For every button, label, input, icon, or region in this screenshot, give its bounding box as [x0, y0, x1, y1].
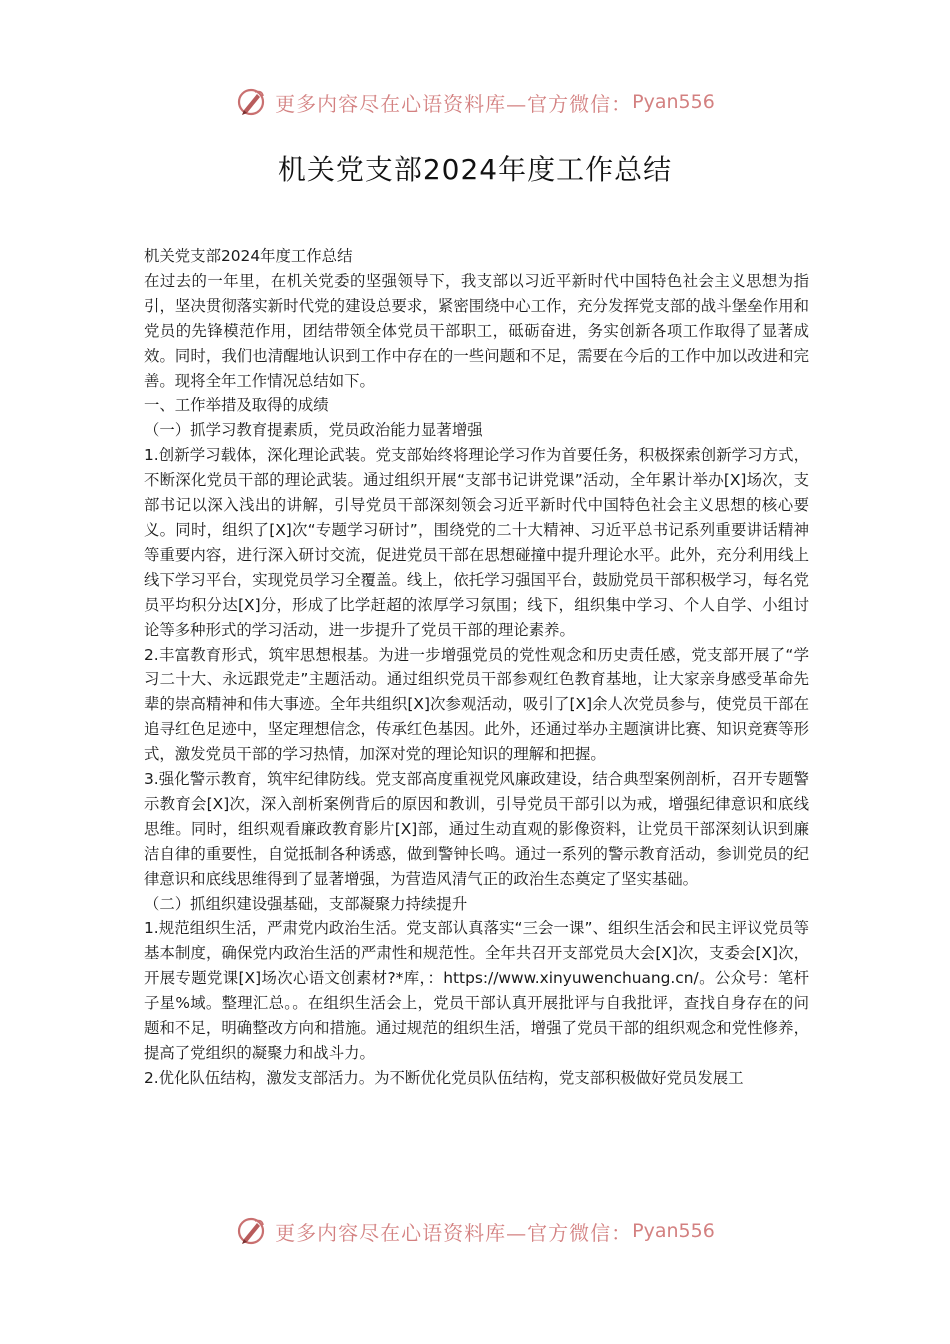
doc-subtitle: 机关党支部2024年度工作总结: [144, 247, 353, 265]
page-title: 机关党支部2024年度工作总结: [277, 153, 673, 186]
document-body: [144, 244, 809, 1091]
paragraph: 1.创新学习载体，深化理论武装。党支部始终将理论学习作为首要任务，积极探索创新学习方式，不断深化党员干部的理论武装。通过组织开展“支部书记讲党课”活动，全年累计举办[X]场次，支部书记以深入浅出的讲解，引导党员干部深刻领会习近平新时代中国特色社会主义思想的核心要义。同时，组织了[X]次“专题学习研讨”，围绕党的二十大精神、习近平总书记系列重要讲话精神等重要内容，进行深入研讨交流，促进党员干部在思想碰撞中提升理论水平。此外，充分利用线上线下学习平台，实现党员学习全覆盖。线上，依托学习强国平台，鼓励党员干部积极学习，每名党员平均积分达[X]分，形成了比学赶超的浓厚学习氛围；线下，组织集中学习、个人自学、小组讨论等多种形式的学习活动，进一步提升了党员干部的理论素养。: [144, 446, 809, 639]
paragraph: 2.优化队伍结构，激发支部活力。为不断优化党员队伍结构，党支部积极做好党员发展工: [144, 1068, 744, 1087]
watermark-wechat-id: Pyan556: [632, 91, 715, 113]
watermark-header: [0, 82, 950, 122]
paragraph: 1.规范组织生活，严肃党内政治生活。党支部认真落实“三会一课”、组织生活会和民主评议党员等基本制度，确保党内政治生活的严肃性和规范性。全年共召开支部党员大会[X]次，支委会[X]次，开展专题党课[X]场次心语文创素材?*库，：https://www.xinyuwenchuang.cn/。公众号：笔杆子星%域。整理汇总。。在组织生活会上，党员干部认真开展批评与自我批评，查找自身存在的问题和不足，明确整改方向和措施。通过规范的组织生活，增强了党员干部的组织观念和党性修养，提高了党组织的凝聚力和战斗力。: [144, 919, 809, 1062]
pen-logo-icon: [235, 86, 267, 118]
watermark-footer: [0, 1211, 950, 1251]
watermark-text: 更多内容尽在心语资料库—官方微信：: [275, 91, 633, 116]
subsection-heading: （一）抓学习教育提素质，党员政治能力显著增强: [144, 421, 483, 440]
section-heading: 一、工作举措及取得的成绩: [144, 396, 329, 415]
paragraph: 3.强化警示教育，筑牢纪律防线。党支部高度重视党风廉政建设，结合典型案例剖析，召开专题警示教育会[X]次，深入剖析案例背后的原因和教训，引导党员干部引以为戒，增强纪律意识和底线思维。同时，组织观看廉政教育影片[X]部，通过生动直观的影像资料，让党员干部深刻认识到廉洁自律的重要性，自觉抵制各种诱惑，做到警钟长鸣。通过一系列的警示教育活动，参训党员的纪律意识和底线思维得到了显著增强，为营造风清气正的政治生态奠定了坚实基础。: [144, 770, 809, 888]
watermark-text: 更多内容尽在心语资料库—官方微信：: [275, 1220, 633, 1245]
watermark-wechat-id: Pyan556: [632, 1220, 715, 1242]
pen-logo-icon: [235, 1215, 267, 1247]
subsection-heading: （二）抓组织建设强基础，支部凝聚力持续提升: [144, 894, 468, 913]
paragraph-intro: 在过去的一年里，在机关党委的坚强领导下，我支部以习近平新时代中国特色社会主义思想为指引，坚决贯彻落实新时代党的建设总要求，紧密围绕中心工作，充分发挥党支部的战斗堡垒作用和党员的先锋模范作用，团结带领全体党员干部职工，砥砺奋进，务实创新各项工作取得了显著成效。同时，我们也清醒地认识到工作中存在的一些问题和不足，需要在今后的工作中加以改进和完善。现将全年工作情况总结如下。: [144, 271, 809, 390]
paragraph: 2.丰富教育形式，筑牢思想根基。为进一步增强党员的党性观念和历史责任感，党支部开展了“学习二十大、永远跟党走”主题活动。通过组织党员干部参观红色教育基地，让大家亲身感受革命先辈的崇高精神和伟大事迹。全年共组织[X]次参观活动，吸引了[X]余人次党员参与，使党员干部在追寻红色足迹中，坚定理想信念，传承红色基因。此外，还通过举办主题演讲比赛、知识竞赛等形式，激发党员干部的学习热情，加深对党的理论知识的理解和把握。: [144, 645, 809, 764]
